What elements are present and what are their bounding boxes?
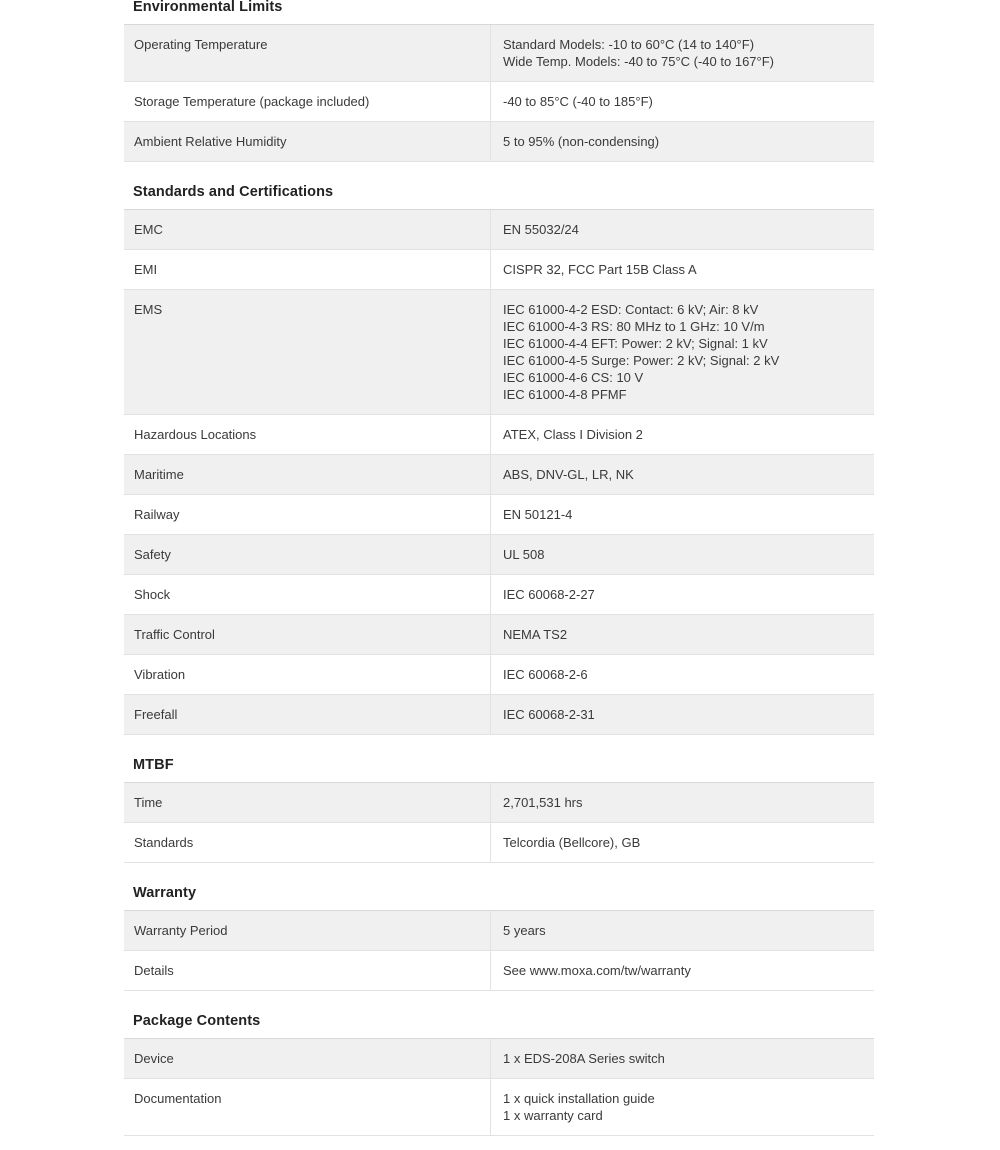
spec-key: EMC [124, 210, 491, 250]
spec-value-line: 1 x warranty card [503, 1108, 603, 1123]
spec-value-line: IEC 61000-4-8 PFMF [503, 387, 627, 402]
spec-key: Device [124, 1039, 491, 1079]
table-row [124, 535, 874, 575]
spec-value-line: 5 years [503, 923, 546, 938]
spec-key: Maritime [124, 455, 491, 495]
section-gap [0, 991, 1000, 1005]
spec-value [491, 250, 875, 290]
spec-value [491, 655, 875, 695]
spec-value [491, 615, 875, 655]
section-warranty [124, 877, 874, 991]
spec-value [491, 823, 875, 863]
spec-key: Hazardous Locations [124, 415, 491, 455]
table-row [124, 290, 874, 415]
spec-value [491, 82, 875, 122]
spec-value-line: 5 to 95% (non-condensing) [503, 134, 660, 149]
spec-value-line: 1 x EDS-208A Series switch [503, 1051, 665, 1066]
section-title: Environmental Limits [124, 0, 874, 25]
table-row [124, 655, 874, 695]
section-gap [0, 863, 1000, 877]
spec-key: Details [124, 951, 491, 991]
spec-value-line: UL 508 [503, 547, 545, 562]
spec-value-line: 2,701,531 hrs [503, 795, 583, 810]
spec-value-line: IEC 61000-4-5 Surge: Power: 2 kV; Signal: 2 kV [503, 353, 780, 368]
table-row [124, 25, 874, 82]
spec-key: Ambient Relative Humidity [124, 122, 491, 162]
section-title: MTBF [124, 749, 874, 783]
spec-value-line: IEC 61000-4-3 RS: 80 MHz to 1 GHz: 10 V/m [503, 319, 765, 334]
spec-key: Operating Temperature [124, 25, 491, 82]
spec-value [491, 210, 875, 250]
table-row [124, 455, 874, 495]
spec-value-line: NEMA TS2 [503, 627, 568, 642]
spec-value-line: IEC 61000-4-4 EFT: Power: 2 kV; Signal: 1 kV [503, 336, 768, 351]
spec-value-line: Standard Models: -10 to 60°C (14 to 140°F) [503, 37, 755, 52]
spec-key: Freefall [124, 695, 491, 735]
spec-table [124, 25, 874, 162]
spec-value [491, 535, 875, 575]
spec-value [491, 455, 875, 495]
section-environmental-limits [124, 0, 874, 162]
spec-value [491, 951, 875, 991]
spec-value-line: IEC 60068-2-31 [503, 707, 595, 722]
spec-key: Time [124, 783, 491, 823]
spec-value-line: CISPR 32, FCC Part 15B Class A [503, 262, 697, 277]
table-row [124, 911, 874, 951]
table-row [124, 615, 874, 655]
section-title: Standards and Certifications [124, 176, 874, 210]
spec-value-line: IEC 61000-4-2 ESD: Contact: 6 kV; Air: 8 kV [503, 302, 759, 317]
table-row [124, 1079, 874, 1136]
spec-value [491, 495, 875, 535]
section-gap [0, 1136, 1000, 1150]
spec-value [491, 1079, 875, 1136]
table-row [124, 122, 874, 162]
spec-value-line: See www.moxa.com/tw/warranty [503, 963, 691, 978]
table-row [124, 783, 874, 823]
spec-value [491, 783, 875, 823]
table-row [124, 250, 874, 290]
spec-value-line: IEC 61000-4-6 CS: 10 V [503, 370, 644, 385]
spec-value-line: ATEX, Class I Division 2 [503, 427, 643, 442]
spec-key: Railway [124, 495, 491, 535]
table-row [124, 415, 874, 455]
spec-key: EMS [124, 290, 491, 415]
table-row [124, 695, 874, 735]
spec-key: Vibration [124, 655, 491, 695]
spec-value [491, 695, 875, 735]
spec-value-line: IEC 60068-2-27 [503, 587, 595, 602]
spec-key: Shock [124, 575, 491, 615]
table-row [124, 82, 874, 122]
spec-key: Safety [124, 535, 491, 575]
section-title: Warranty [124, 877, 874, 911]
spec-value-line: -40 to 85°C (-40 to 185°F) [503, 94, 653, 109]
spec-key: Traffic Control [124, 615, 491, 655]
table-row [124, 823, 874, 863]
table-row [124, 210, 874, 250]
spec-value-line: 1 x quick installation guide [503, 1091, 655, 1106]
spec-value-line: EN 50121-4 [503, 507, 573, 522]
section-package-contents [124, 1005, 874, 1136]
spec-value-line: IEC 60068-2-6 [503, 667, 588, 682]
spec-value [491, 1039, 875, 1079]
spec-table [124, 1039, 874, 1136]
section-gap [0, 735, 1000, 749]
spec-value [491, 25, 875, 82]
spec-table [124, 210, 874, 735]
table-row [124, 1039, 874, 1079]
spec-key: Warranty Period [124, 911, 491, 951]
table-row [124, 951, 874, 991]
spec-value [491, 290, 875, 415]
table-row [124, 495, 874, 535]
spec-key: EMI [124, 250, 491, 290]
spec-key: Storage Temperature (package included) [124, 82, 491, 122]
spec-value [491, 575, 875, 615]
section-title: Package Contents [124, 1005, 874, 1039]
spec-key: Documentation [124, 1079, 491, 1136]
spec-key: Standards [124, 823, 491, 863]
spec-value-line: Telcordia (Bellcore), GB [503, 835, 641, 850]
spec-table [124, 911, 874, 991]
spec-value [491, 911, 875, 951]
spec-value [491, 415, 875, 455]
spec-table [124, 783, 874, 863]
section-gap [0, 162, 1000, 176]
spec-value-line: EN 55032/24 [503, 222, 579, 237]
section-mtbf [124, 749, 874, 863]
table-row [124, 575, 874, 615]
spec-value-line: Wide Temp. Models: -40 to 75°C (-40 to 167°F) [503, 54, 774, 69]
spec-value [491, 122, 875, 162]
spec-value-line: ABS, DNV-GL, LR, NK [503, 467, 634, 482]
section-standards-and-certifications [124, 176, 874, 735]
